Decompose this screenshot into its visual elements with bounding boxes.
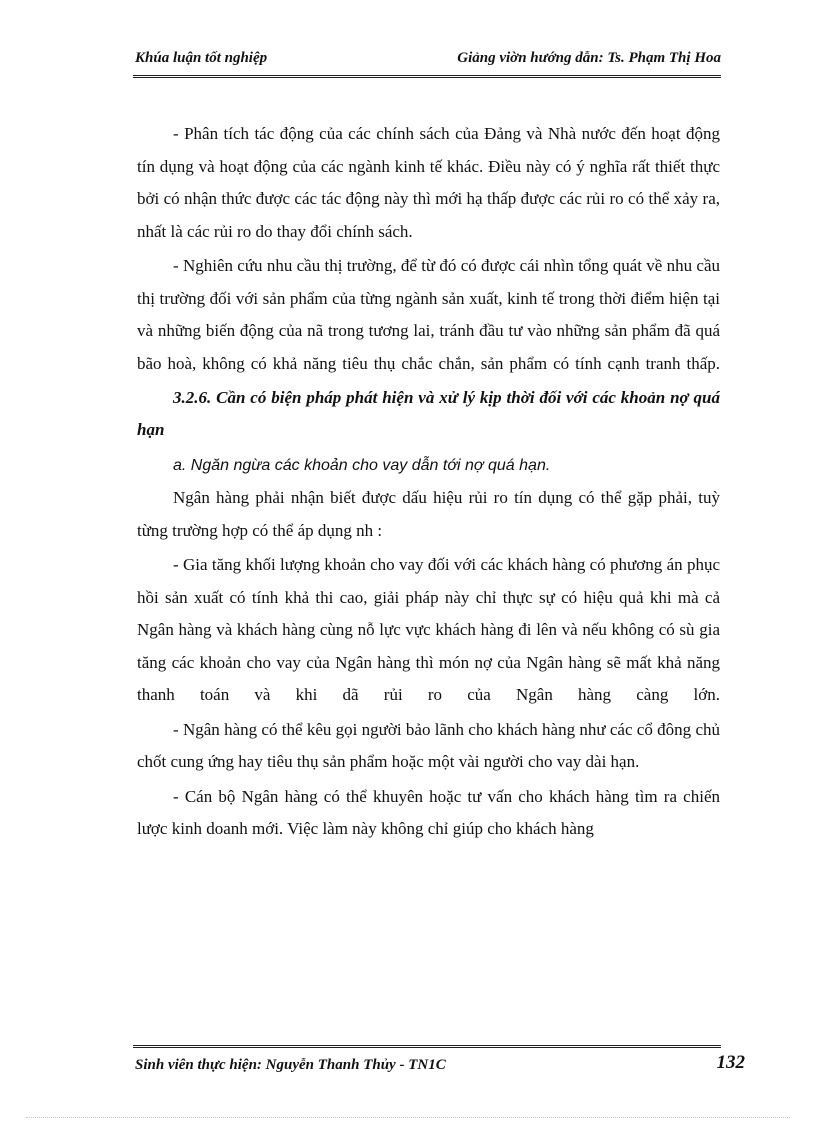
subsection-heading: a. Ngăn ngừa các khoản cho vay dẫn tới nợ quá hạn. — [173, 457, 551, 474]
paragraph-guarantor: - Ngân hàng có thể kêu gọi người bảo lãnh cho khách hàng như các cổ đông chủ chốt cung ứng hay tiêu thụ sản phẩm hoặc một vài người cho vay dài hạn. — [137, 719, 720, 771]
page-footer — [133, 1052, 745, 1078]
paragraph-policy-analysis: - Phân tích tác động của các chính sách của Đảng và Nhà nước đến hoạt động tín dụng và hoạt động của các ngành kinh tế khác. Điều này có ý nghĩa rất thiết thực bởi có nhận thức được các tác động này thì mới hạ thấp được các rủi ro có thể xảy ra, nhất là các rủi ro do thay đổi chính sách. — [137, 124, 720, 241]
header-thesis-title: Khúa luận tốt nghiệp — [135, 50, 268, 66]
header-divider — [133, 75, 721, 78]
page-body — [137, 118, 720, 846]
page-number: 132 — [716, 1052, 745, 1073]
page-header — [133, 46, 721, 72]
header-supervisor: Giảng viờn hướng dẫn: Ts. Phạm Thị Hoa — [457, 50, 721, 66]
paragraph-market-research: - Nghiên cứu nhu cầu thị trường, để từ đó có được cái nhìn tổng quát về nhu cầu thị trường đối với sản phẩm của từng ngành sản xuất, kinh tế trong thời điểm hiện tại và những biến động của nã trong tương lai, tránh đầu tư vào những sản phẩm đã quá bão hoà, không có khả năng tiêu thụ chắc chắn, sản phẩm có tính cạnh tranh thấp. — [137, 256, 720, 373]
paragraph-risk-signs: Ngân hàng phải nhận biết được dấu hiệu rủi ro tín dụng có thể gặp phải, tuỳ từng trường hợp có thể áp dụng nh : — [137, 488, 720, 540]
footer-student: Sinh viên thực hiện: Nguyễn Thanh Thủy - TN1C — [135, 1057, 446, 1073]
page-edge-divider — [26, 1117, 790, 1119]
section-heading: 3.2.6. Cần có biện pháp phát hiện và xử lý kịp thời đối với các khoản nợ quá hạn — [137, 388, 720, 439]
footer-divider — [133, 1045, 721, 1048]
paragraph-advice: - Cán bộ Ngân hàng có thể khuyên hoặc tư vấn cho khách hàng tìm ra chiến lược kinh doanh mới. Việc làm này không chỉ giúp cho khách hàng — [137, 786, 720, 838]
paragraph-increase-loans: - Gia tăng khối lượng khoản cho vay đối với các khách hàng có phương án phục hồi sản xuất có tính khả thi cao, giải pháp này chỉ thực sự có hiệu quả khi mà cả Ngân hàng và khách hàng cùng nỗ lực vực khách hàng đi lên và nếu không có sù gia tăng các khoản cho vay của Ngân hàng thì món nợ của Ngân hàng sẽ mất khả năng thanh toán và khi dã rủi ro của Ngân hàng càng lớn. — [137, 555, 720, 704]
